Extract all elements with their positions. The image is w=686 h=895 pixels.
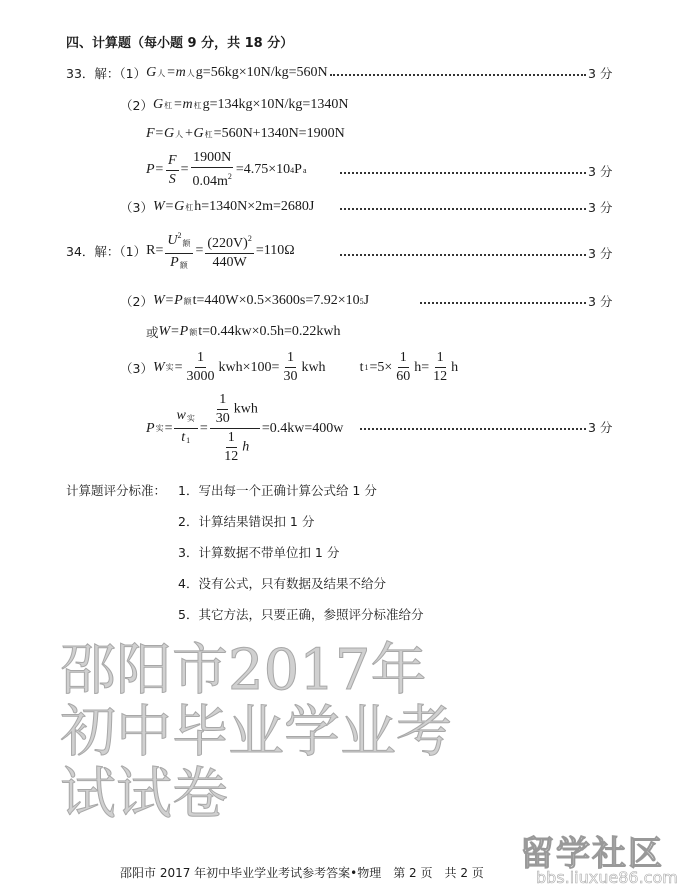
logo-text: 留学社区 [520, 834, 664, 874]
text: P [294, 162, 302, 177]
text: 人 [186, 68, 195, 78]
fraction [431, 350, 449, 385]
text: +G [184, 126, 204, 141]
score: 3 分 [588, 246, 613, 261]
text: t [181, 430, 186, 445]
q33-line-4 [146, 150, 308, 190]
part-label: （3） [120, 200, 153, 215]
text: =m [173, 97, 193, 112]
criteria-item: 1．写出每一个正确计算公式给 1 分 [178, 483, 377, 498]
text: 2 [227, 172, 232, 181]
numerator: 1 [217, 392, 228, 410]
text: =5× [369, 359, 393, 375]
numerator [165, 228, 193, 254]
text: kwh [301, 359, 326, 375]
text: 1 [364, 363, 369, 372]
numerator: F [166, 153, 179, 171]
text: =560N+1340N=1900N [213, 126, 345, 141]
text: 杠 [204, 129, 213, 139]
text: W=G [152, 199, 185, 214]
dot-leader [340, 208, 586, 210]
numerator: 1 [285, 350, 296, 368]
text: 或 [146, 325, 159, 340]
text: w [176, 408, 186, 423]
dot-leader [420, 302, 586, 304]
text: 4 [290, 165, 295, 175]
text: kwh×100= [218, 359, 280, 375]
site-logo [500, 826, 686, 895]
denominator [218, 429, 251, 465]
text: = [174, 359, 183, 375]
text: 人 [157, 68, 166, 78]
fraction [165, 228, 193, 274]
q34-line-5 [146, 392, 343, 465]
fraction [205, 231, 253, 271]
fraction [190, 150, 233, 190]
text: h= [414, 359, 430, 375]
text: h=1340N×2m=2680J [194, 199, 315, 214]
dot-leader [340, 254, 586, 256]
criteria-item: 4．没有公式，只有数据及结果不给分 [178, 576, 386, 591]
numerator: 1 [435, 350, 446, 368]
text: J [363, 293, 370, 308]
score: 3 分 [588, 164, 613, 179]
text: =4.75×10 [235, 162, 291, 177]
q34-line-3 [146, 323, 340, 341]
criteria-item: 3．计算数据不带单位扣 1 分 [178, 545, 340, 560]
criteria-item: 2．计算结果错误扣 1 分 [178, 514, 315, 529]
text: a [302, 165, 307, 175]
score: 3 分 [588, 66, 613, 81]
fraction [185, 350, 217, 385]
criteria-label: 计算题评分标准： [66, 483, 167, 498]
q33-line-2 [120, 96, 348, 114]
q34-line-1 [66, 228, 295, 274]
q34-line-4 [120, 350, 458, 385]
fraction [166, 153, 179, 188]
denominator: 12 [224, 449, 239, 464]
text: 额 [179, 261, 188, 270]
numerator: 1 [226, 430, 237, 448]
text: = [180, 162, 189, 177]
numerator: 1 [195, 350, 206, 368]
text: 实 [155, 424, 164, 433]
score: 3 分 [588, 420, 613, 435]
page-footer: 邵阳市 2017 年初中毕业学业考试参考答案•物理 第 2 页 共 2 页 [120, 866, 484, 880]
section-heading: 四、计算题（每小题 9 分，共 18 分） [66, 36, 294, 51]
text: W=P [152, 293, 183, 308]
q33-line-1 [66, 64, 328, 82]
text: 2 [247, 234, 252, 243]
part-label: （2） [120, 294, 153, 309]
q33-label: 33．解：（1） [66, 66, 147, 81]
score: 3 分 [588, 200, 613, 215]
text: 杠 [193, 100, 202, 110]
text: h [242, 439, 250, 455]
text: =110Ω [255, 243, 295, 258]
fraction [281, 350, 299, 385]
text: 2 [177, 231, 182, 240]
text: P [170, 255, 179, 270]
text: P [146, 420, 155, 436]
text: = [199, 420, 208, 436]
text: U [167, 233, 178, 248]
text: t [359, 359, 364, 375]
text: 额 [183, 296, 192, 306]
text: 杠 [164, 100, 173, 110]
text: h [451, 359, 459, 375]
denominator [179, 429, 193, 449]
numerator: 1 [398, 350, 409, 368]
numerator [205, 231, 253, 254]
q33-line-5 [120, 198, 314, 216]
text: =m [166, 65, 186, 80]
denominator: 30 [283, 369, 298, 384]
denominator: 440W [212, 255, 247, 270]
text: 人 [175, 129, 184, 139]
text: 额 [182, 239, 191, 248]
part-label: （2） [120, 98, 153, 113]
text: = [195, 243, 204, 258]
denominator [190, 168, 233, 190]
text: G [152, 97, 164, 112]
criteria-item: 5．其它方法，只要正确，参照评分标准给分 [178, 607, 424, 622]
fraction [394, 350, 412, 385]
watermark: 邵阳市2017年初中毕业学业考试试卷 [60, 638, 452, 827]
fraction [214, 392, 232, 427]
denominator: 60 [396, 369, 411, 384]
denominator: 30 [215, 411, 230, 426]
text: F=G [146, 126, 175, 141]
numerator [174, 408, 197, 429]
logo-url: bbs.liuxue86.com [536, 868, 678, 887]
text: 实 [186, 414, 195, 423]
complex-fraction [210, 392, 260, 465]
numerator: 1900N [191, 150, 233, 168]
text: R= [146, 243, 164, 258]
text: t=440W×0.5×3600s=7.92×10 [192, 293, 360, 308]
text: kwh [233, 401, 258, 417]
denominator: S [168, 171, 176, 187]
text: (220V) [207, 236, 248, 251]
q33-line-3 [146, 126, 345, 142]
text: 1 [186, 436, 191, 445]
dot-leader [360, 428, 586, 430]
text: g=56kg×10N/kg=560N [195, 65, 328, 80]
dot-leader [340, 172, 586, 174]
text: g=134kg×10N/kg=1340N [202, 97, 349, 112]
text: 5 [359, 296, 364, 306]
q34-line-2 [120, 292, 369, 310]
text: P= [146, 162, 164, 177]
dot-leader [330, 74, 586, 76]
text: G [146, 65, 157, 80]
score: 3 分 [588, 294, 613, 309]
text: 杠 [185, 202, 194, 212]
numerator [210, 392, 260, 429]
text: 额 [189, 327, 198, 337]
text: 实 [165, 363, 174, 372]
fraction [222, 430, 240, 465]
text: = [164, 420, 173, 436]
denominator: 12 [433, 369, 448, 384]
denominator [168, 254, 191, 274]
q34-label: 34．解：（1） [66, 244, 147, 259]
text: t=0.44kw×0.5h=0.22kwh [198, 324, 341, 339]
text: W=P [158, 324, 189, 339]
text: =0.4kw=400w [261, 420, 344, 436]
denominator: 3000 [186, 369, 215, 384]
fraction [174, 408, 197, 449]
text: W [152, 359, 165, 375]
part-label: （3） [120, 360, 153, 376]
text: 0.04m [192, 174, 228, 189]
